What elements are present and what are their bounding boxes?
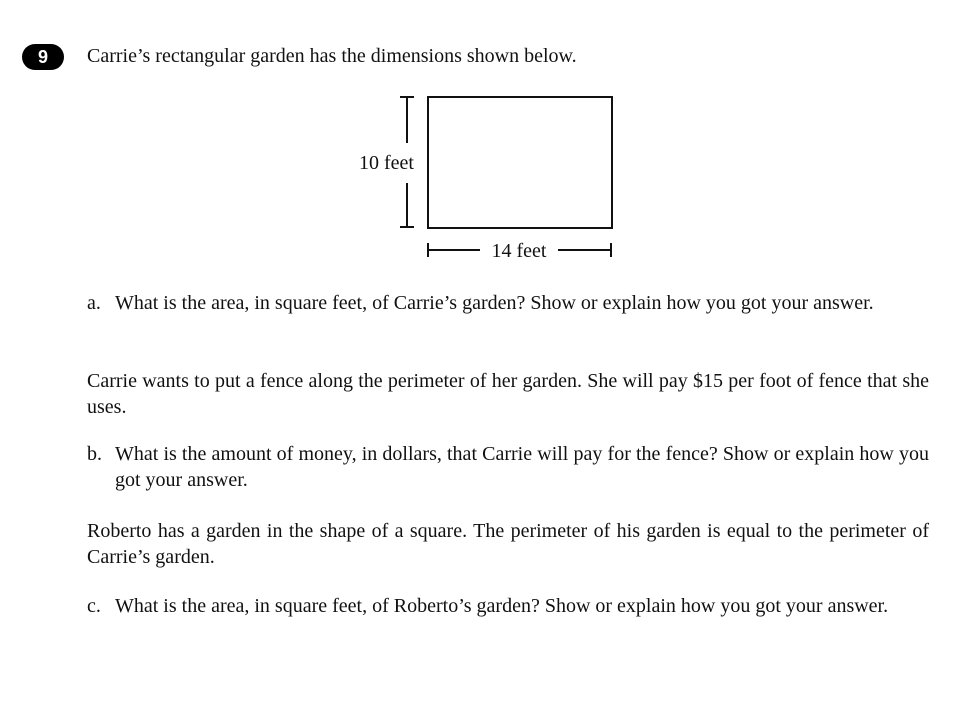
question-number-badge: 9 — [22, 44, 64, 70]
part-c-text: What is the area, in square feet, of Roberto’s garden? Show or explain how you got your answer. — [115, 595, 889, 617]
part-b-text: What is the amount of money, in dollars, that Carrie will pay for the fence? Show or explain how you got your answer. — [115, 443, 929, 491]
roberto-paragraph: Roberto has a garden in the shape of a square. The perimeter of his garden is equal to the perimeter of Carrie’s garden. — [87, 520, 929, 568]
garden-diagram — [340, 88, 630, 268]
fence-paragraph: Carrie wants to put a fence along the perimeter of her garden. She will pay $15 per foot of fence that she uses. — [87, 370, 929, 418]
part-c-letter: c. — [87, 595, 101, 617]
width-label: 14 feet — [491, 240, 547, 262]
part-b — [87, 441, 929, 493]
height-label: 10 feet — [359, 152, 414, 174]
part-b-letter: b. — [87, 443, 102, 465]
part-a — [87, 290, 929, 316]
part-c — [87, 593, 929, 619]
part-a-text: What is the area, in square feet, of Carrie’s garden? Show or explain how you got your answer. — [115, 292, 874, 314]
question-intro: Carrie’s rectangular garden has the dimensions shown below. — [87, 45, 577, 67]
part-a-letter: a. — [87, 292, 101, 314]
garden-rectangle — [428, 97, 612, 228]
